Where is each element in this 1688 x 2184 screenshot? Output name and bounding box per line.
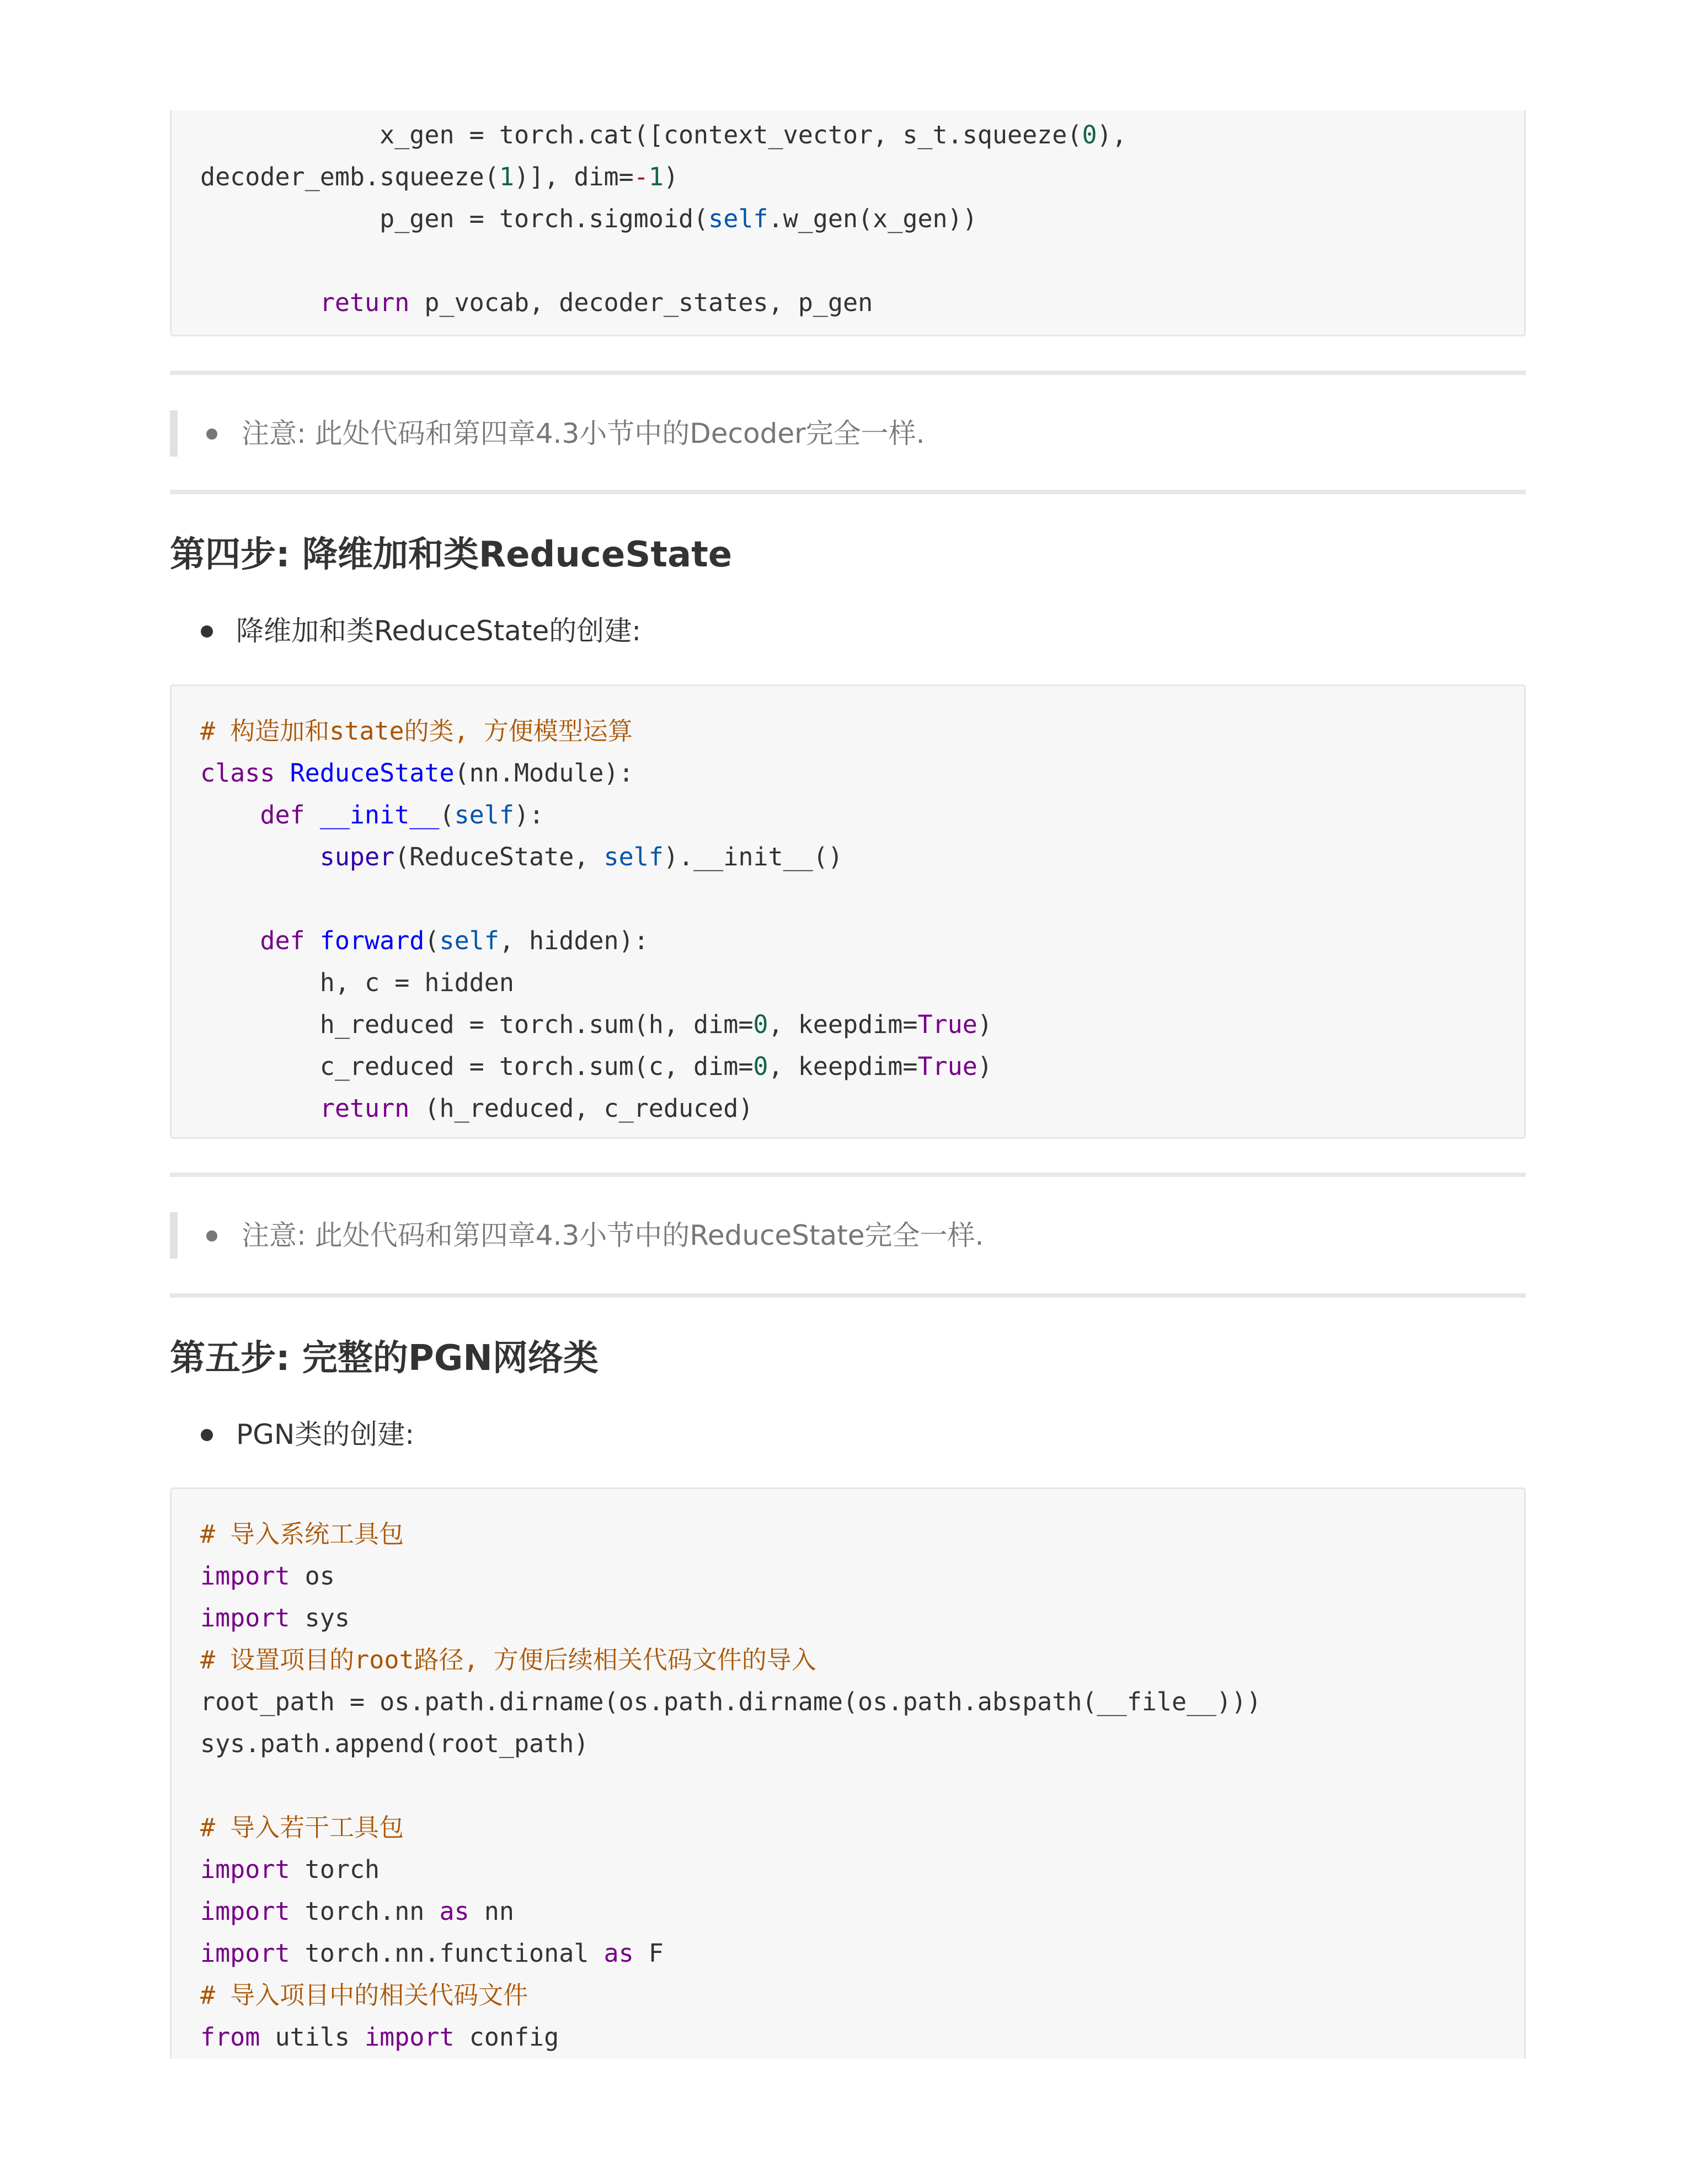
horizontal-rule <box>170 490 1526 494</box>
code-line: root_path = os.path.dirname(os.path.dirname(os.path.abspath(__file__))) <box>200 1687 1262 1716</box>
blockquote-bar <box>170 410 178 457</box>
list-item <box>236 1411 414 1458</box>
code-line: # 导入系统工具包 <box>200 1519 404 1549</box>
section-heading-step5: 第五步: 完整的PGN网络类 <box>170 1338 599 1379</box>
code-line: super(ReduceState, self).__init__() <box>319 842 843 871</box>
code-line: def forward(self, hidden): <box>260 926 649 955</box>
blockquote-note <box>170 410 1526 457</box>
horizontal-rule <box>170 1293 1526 1298</box>
code-line: import os <box>200 1561 335 1591</box>
code-line <box>200 1771 215 1800</box>
list-item <box>236 608 641 654</box>
note-item <box>242 410 925 457</box>
bullet-dot-icon <box>201 625 213 638</box>
code-line: p_gen = torch.sigmoid(self.w_gen(x_gen)) <box>200 204 977 233</box>
horizontal-rule <box>170 1173 1526 1177</box>
code-line: # 设置项目的root路径, 方便后续相关代码文件的导入 <box>200 1645 816 1674</box>
code-line <box>200 246 215 275</box>
code-line: import torch <box>200 1855 380 1884</box>
code-lines <box>172 686 1524 1130</box>
code-line: from utils import config <box>200 2022 559 2052</box>
note-text: 注意: 此处代码和第四章4.3小节中的Decoder完全一样. <box>242 417 925 449</box>
list-item-text: PGN类的创建: <box>236 1418 415 1450</box>
blockquote-bar <box>170 1212 178 1259</box>
code-line: return p_vocab, decoder_states, p_gen <box>319 288 873 317</box>
code-lines <box>172 1489 1524 2058</box>
code-line: def __init__(self): <box>260 800 544 829</box>
code-line: decoder_emb.squeeze(1)], dim=-1) <box>200 162 679 191</box>
horizontal-rule <box>170 371 1526 375</box>
bullet-dot-icon <box>206 1230 217 1241</box>
code-line: # 导入若干工具包 <box>200 1813 404 1842</box>
code-line: x_gen = torch.cat([context_vector, s_t.squeeze(0), <box>200 120 1127 149</box>
code-block-decoder-tail <box>170 110 1526 336</box>
code-line: sys.path.append(root_path) <box>200 1729 589 1758</box>
code-line <box>200 884 215 913</box>
code-line: import torch.nn as nn <box>200 1897 514 1926</box>
code-line: # 构造加和state的类, 方便模型运算 <box>200 716 633 746</box>
section-heading-step4: 第四步: 降维加和类ReduceState <box>170 534 733 575</box>
code-line: class ReduceState(nn.Module): <box>200 758 634 788</box>
code-block-reducestate <box>170 684 1526 1139</box>
bullet-dot-icon <box>201 1429 213 1441</box>
list-item-text: 降维加和类ReduceState的创建: <box>236 615 642 647</box>
code-line: import torch.nn.functional as F <box>200 1939 664 1968</box>
code-line: # 导入项目中的相关代码文件 <box>200 1980 528 2010</box>
code-line: c_reduced = torch.sum(c, dim=0, keepdim=True) <box>200 1052 992 1081</box>
code-block-pgn-imports <box>170 1487 1526 2059</box>
note-text: 注意: 此处代码和第四章4.3小节中的ReduceState完全一样. <box>242 1219 984 1251</box>
note-item <box>242 1212 984 1259</box>
code-line: h, c = hidden <box>200 968 514 997</box>
bullet-dot-icon <box>206 429 217 440</box>
blockquote-note <box>170 1212 1526 1259</box>
code-line: h_reduced = torch.sum(h, dim=0, keepdim=True) <box>200 1010 992 1039</box>
code-lines <box>172 110 1524 324</box>
code-line: import sys <box>200 1603 350 1632</box>
code-line: return (h_reduced, c_reduced) <box>319 1094 754 1123</box>
